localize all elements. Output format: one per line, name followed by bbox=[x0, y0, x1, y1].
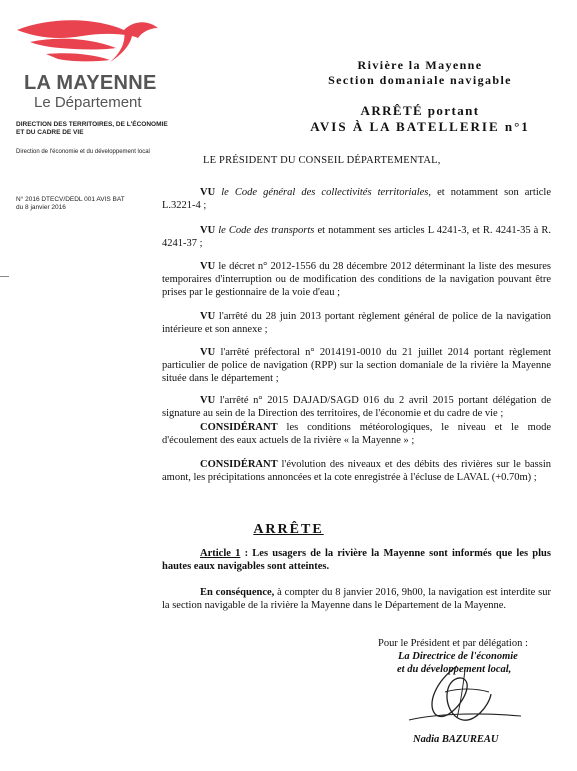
handwritten-signature bbox=[405, 662, 525, 732]
consideration-item: VU le Code général des collectivités territoriales, et notamment son article L.3221-4 ; bbox=[162, 187, 552, 211]
consequence-paragraph: En conséquence, à compter du 8 janvier 2016, 9h00, la navigation est interdite sur la section navigable de la rivière la Mayenne dans le Département de la Mayenne. bbox=[162, 587, 551, 611]
reference-line: N° 2016 DTECV/DEDL 001 AVIS BAT bbox=[16, 196, 125, 203]
margin-mark bbox=[0, 276, 9, 277]
arrete-heading: ARRÊTE bbox=[253, 522, 324, 537]
signer-name: Nadia BAZUREAU bbox=[413, 734, 499, 745]
reference-date: du 8 janvier 2016 bbox=[16, 204, 66, 211]
article-1: Article 1 : Les usagers de la rivière la Mayenne sont informés que les plus hautes eaux navigables sont atteintes. bbox=[162, 548, 551, 572]
consideration-item: VU le Code des transports et notamment ses articles L 4241-3, et R. 4241-35 à R. 4241-37 ; bbox=[162, 225, 552, 249]
president-line: LE PRÉSIDENT DU CONSEIL DÉPARTEMENTAL, bbox=[203, 155, 441, 166]
consideration-item: VU l'arrêté du 28 juin 2013 portant règlement général de police de la navigation intérieure et son annexe ; bbox=[162, 311, 551, 335]
sub-direction-name: Direction de l'économie et du développement local bbox=[16, 149, 150, 155]
consideration-item: VU l'arrêté préfectoral n° 2014191-0010 du 21 juillet 2014 portant règlement particulier de police de navigation (RPP) sur la section domaniale de la rivière la Mayenne située dans le département ; bbox=[162, 347, 551, 384]
consideration-item: VU l'arrêté n° 2015 DAJAD/SAGD 016 du 2 avril 2015 portant délégation de signature au sein de la Direction des territoires, de l'économie et du cadre de vie ; bbox=[162, 395, 551, 419]
signatory-title-2: et du développement local, bbox=[397, 664, 512, 675]
brand-name: LA MAYENNE bbox=[24, 72, 157, 94]
direction-name: DIRECTION DES TERRITOIRES, DE L'ÉCONOMIE ET DU CADRE DE VIE bbox=[16, 121, 168, 136]
consideration-item: CONSIDÉRANT l'évolution des niveaux et des débits des rivières sur le bassin amont, les précipitations annoncées et la cote enregistrée à l'écluse de LAVAL (+0.70m) ; bbox=[162, 459, 551, 483]
title-section: Section domaniale navigable bbox=[328, 73, 512, 87]
title-river: Rivière la Mayenne bbox=[357, 58, 483, 72]
title-avis: AVIS À LA BATELLERIE n°1 bbox=[310, 119, 530, 134]
horse-logo-icon bbox=[12, 8, 162, 78]
reference-number bbox=[16, 196, 176, 212]
consideration-item: CONSIDÉRANT les conditions météorologiques, le niveau et le mode d'écoulement des eaux actuels de la rivière « la Mayenne » ; bbox=[162, 422, 551, 446]
title-arrete: ARRÊTÉ portant bbox=[360, 103, 480, 118]
brand-subtitle: Le Département bbox=[34, 94, 142, 111]
signatory-title-1: La Directrice de l'économie bbox=[398, 651, 518, 662]
delegation-line: Pour le Président et par délégation : bbox=[378, 638, 528, 649]
consideration-item: VU le décret n° 2012-1556 du 28 décembre 2012 déterminant la liste des mesures temporaires d'interruption ou de modification des conditions de la navigation pouvant être prises par le gestionnaire de la voie d'eau ; bbox=[162, 261, 551, 298]
